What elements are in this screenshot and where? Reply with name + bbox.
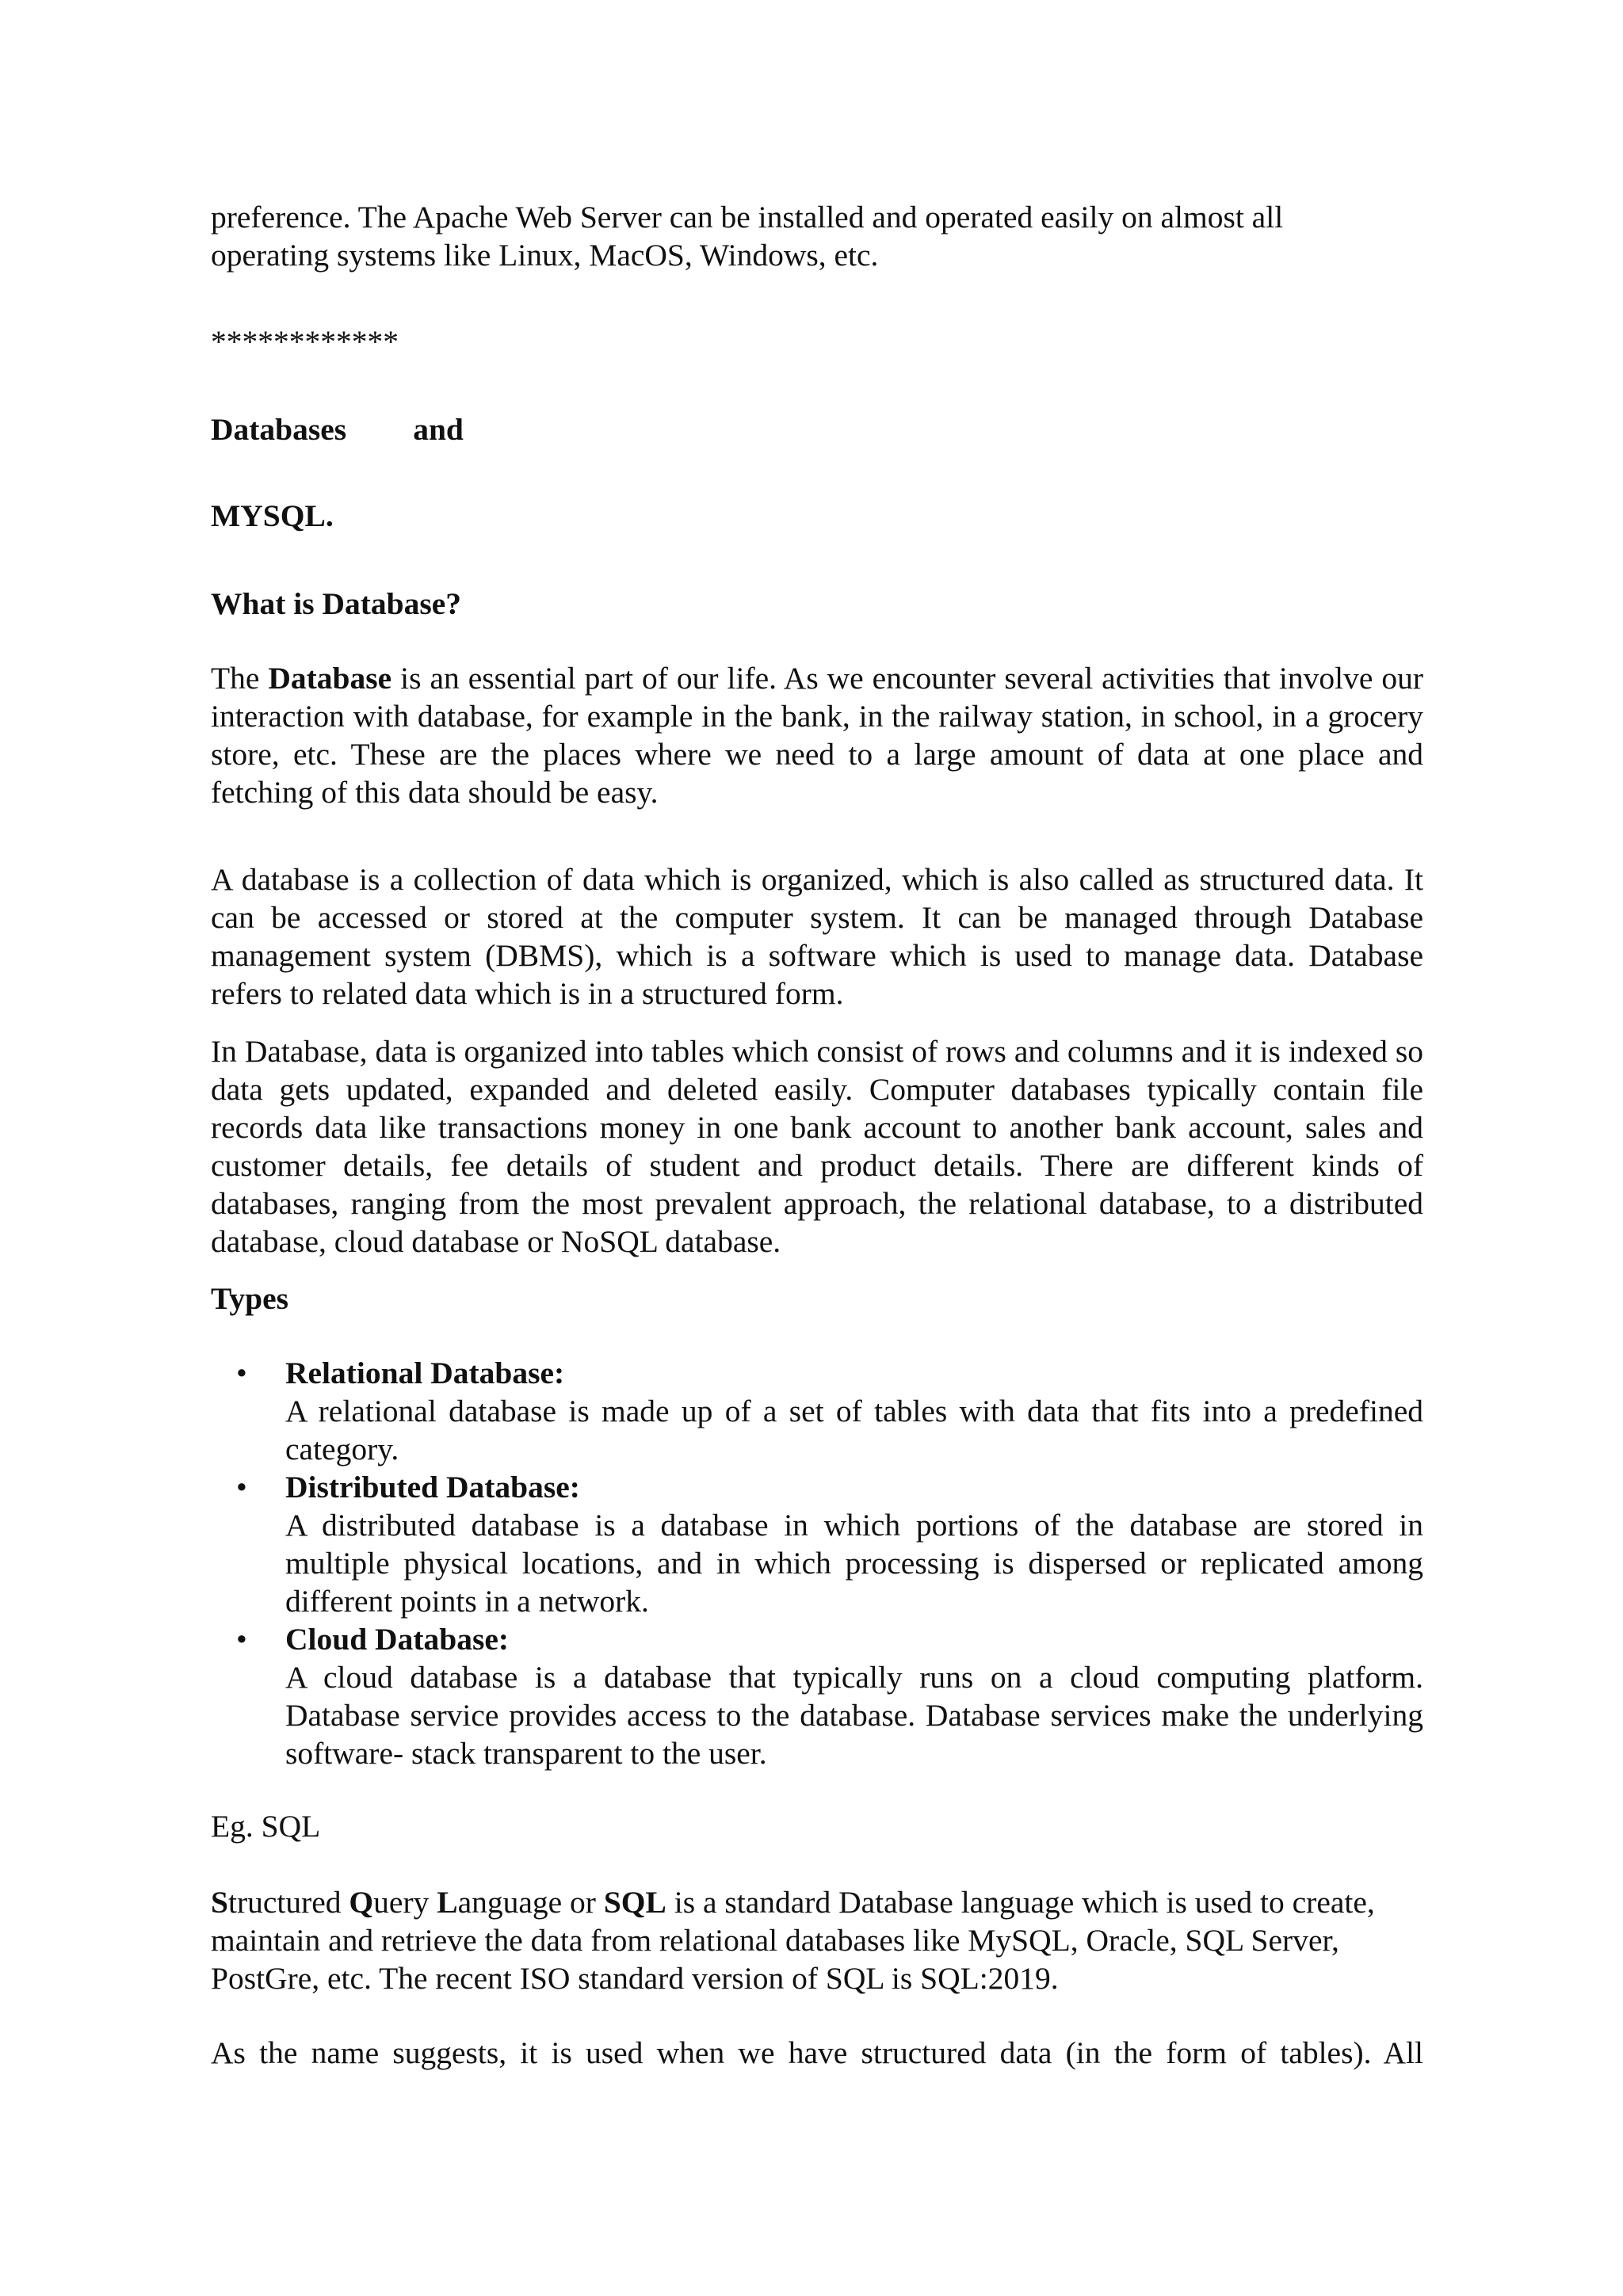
type-title: • Distributed Database: [285,1470,580,1505]
sql-paragraph [211,1883,1423,1997]
sql-q-rest: uery [373,1885,437,1920]
section-heading [211,410,1423,448]
sql-l-rest: anguage or [457,1885,604,1920]
sql-l-bold: L [437,1885,458,1920]
intro-line-1: preference. The Apache Web Server can be installed and operated easily on almost all [211,200,1284,235]
section-heading-line2: MYSQL. [211,498,334,533]
intro-paragraph [211,198,1423,274]
type-desc: A distributed database is a database in which portions of the database are stored in multiple physical locations, and in which processing is dispersed or replicated among different points in a network. [285,1508,1423,1619]
what-is-database-title: What is Database? [211,586,462,621]
p1-rest: is an essential part of our life. As we encounter several activities that involve our interaction with database, for example in the bank, in the railway station, in school, in a grocery store, etc. These are the places where we need to a large amount of data at one place and fetching of this data should be easy. [211,661,1423,810]
intro-line-2: operating systems like Linux, MacOS, Windows, etc. [211,238,879,273]
last-line: As the name suggests, it is used when we have structured data (in the form of tables). All [211,2035,1423,2070]
list-item [211,1468,1423,1620]
section-heading-part2: and [413,412,464,447]
document-page [211,198,1423,2072]
sql-s-rest: tructured [227,1885,349,1920]
section-heading-part1: Databases [211,412,347,447]
what-is-paragraph-1 [211,659,1423,811]
database-bold: Database [268,661,392,696]
p1-prefix: The [211,661,269,696]
sql-rest: is a standard Database language which is used to create, maintain and retrieve the data from relational databases like MySQL, Oracle, SQL Server, PostGre, etc. The recent ISO standard version of SQL is SQL:2019. [211,1885,1375,1996]
type-desc: A cloud database is a database that typically runs on a cloud computing platform. Database service provides access to the database. Database services make the underlying software- stack transparent to the user. [285,1660,1423,1771]
type-desc: A relational database is made up of a set of tables with data that fits into a predefined category. [285,1394,1423,1466]
sql-bold: SQL [603,1885,666,1920]
what-is-paragraph-2: A database is a collection of data which is organized, which is also called as structured data. It can be accessed or stored at the computer system. It can be managed through Database management system (DBMS), which is a software which is used to manage data. Database refers to related data which is in a structured form. [211,862,1423,1011]
list-item [211,1354,1423,1468]
type-title: • Cloud Database: [285,1622,510,1657]
type-title: • Relational Database: [285,1356,565,1390]
example-label: Eg. SQL [211,1809,321,1844]
separator: ************ [211,324,399,359]
types-list [211,1354,1423,1772]
what-is-paragraph-3: In Database, data is organized into tables which consist of rows and columns and it is indexed so data gets updated, expanded and deleted easily. Computer databases typically contain file records data like transactions money in one bank account to another bank account, sales and customer details, fee details of student and product details. There are different kinds of databases, ranging from the most prevalent approach, the relational database, to a distributed database, cloud database or NoSQL database. [211,1034,1423,1259]
sql-s-bold: S [211,1885,228,1920]
list-item [211,1620,1423,1772]
sql-q-bold: Q [349,1885,374,1920]
types-title: Types [211,1281,289,1316]
